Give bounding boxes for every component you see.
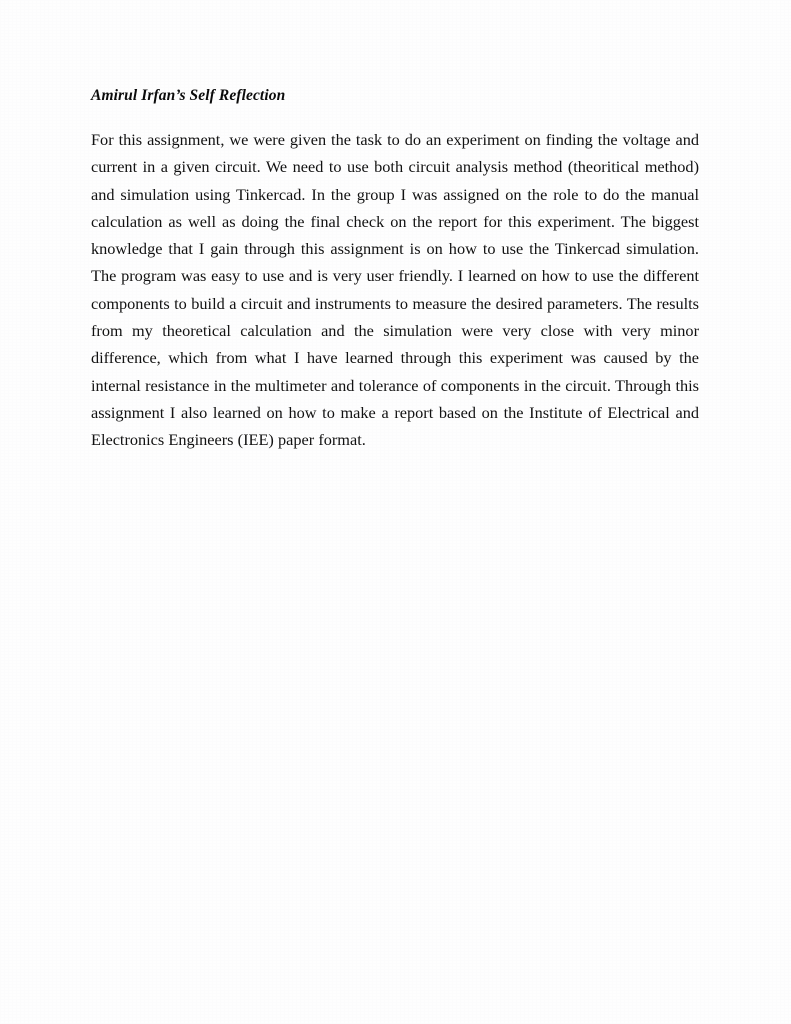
page-title: Amirul Irfan’s Self Reflection: [91, 87, 286, 104]
page-content-area: [91, 86, 699, 454]
reflection-body-paragraph: For this assignment, we were given the task to do an experiment on finding the voltage and current in a given circuit. We need to use both circuit analysis method (theoritical method) and simulation using Tinkercad. In the group I was assigned on the role to do the manual calculation as well as doing the final check on the report for this experiment. The biggest knowledge that I gain through this assignment is on how to use the Tinkercad simulation. The program was easy to use and is very user friendly. I learned on how to use the different components to build a circuit and instruments to measure the desired parameters. The results from my theoretical calculation and the simulation were very close with very minor difference, which from what I have learned through this experiment was caused by the internal resistance in the multimeter and tolerance of components in the circuit. Through this assignment I also learned on how to make a report based on the Institute of Electrical and Electronics Engineers (IEE) paper format.: [91, 130, 699, 450]
